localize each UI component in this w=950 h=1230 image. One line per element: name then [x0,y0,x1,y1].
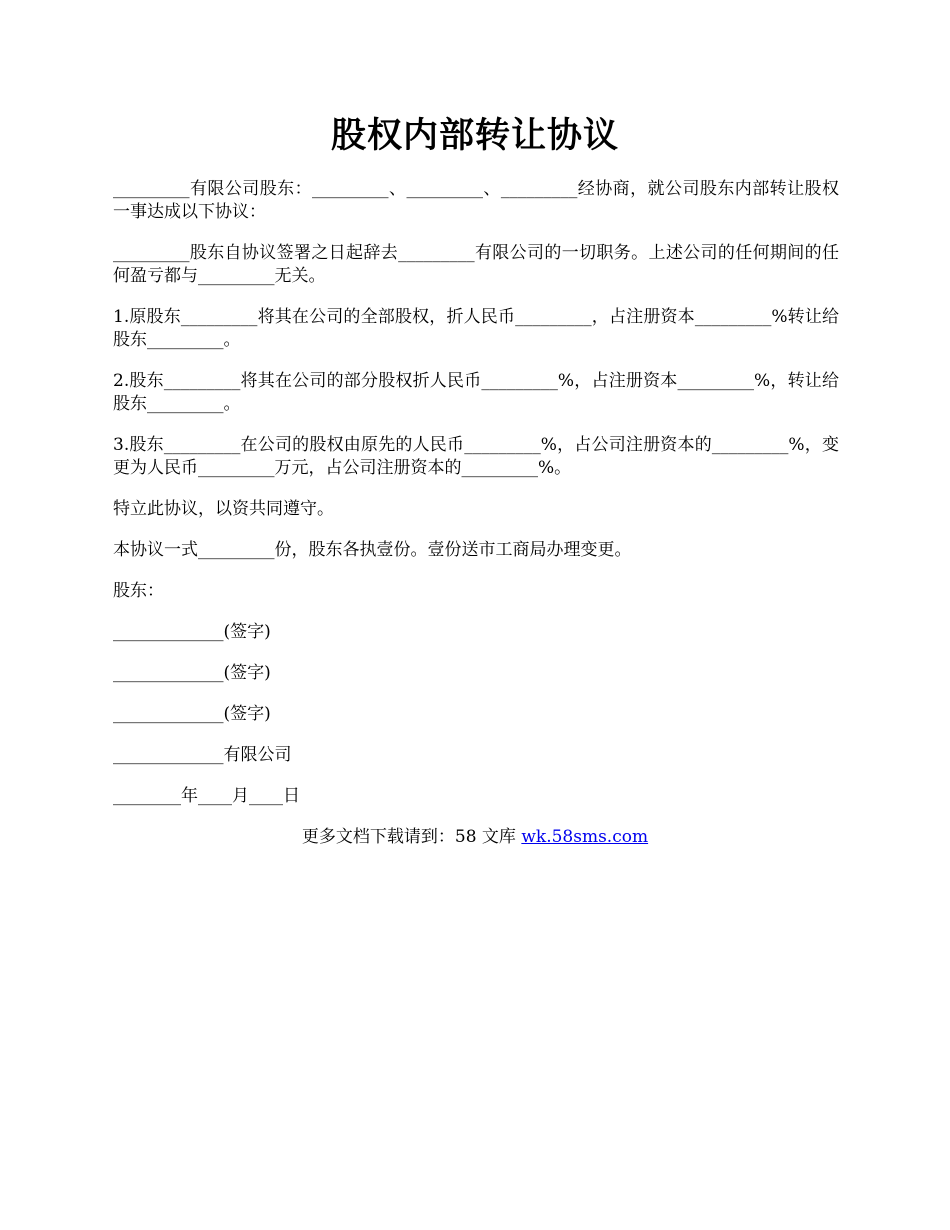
clause-2: 2.股东_________将其在公司的部分股权折人民币_________%，占注册资本_________%，转让给股东_________。 [113,371,839,414]
signature-line-1: _____________(签字) [113,622,271,642]
agreement-statement: 特立此协议，以资共同遵守。 [113,499,334,519]
intro-paragraph: _________有限公司股东：_________、_________、_________经协商，就公司股东内部转让股权一事达成以下协议： [113,179,839,222]
document-title: 股权内部转让协议 [330,115,619,156]
clause-1: 1.原股东_________将其在公司的全部股权，折人民币_________，占注册资本_________%转让给股东_________。 [113,307,839,350]
clause-3: 3.股东_________在公司的股权由原先的人民币_________%，占公司注册资本的_________%，变更为人民币_________万元，占公司注册资本的_________%。 [113,435,839,478]
footer-prefix: 更多文档下载请到：58 文库 [301,827,522,847]
shareholders-label: 股东： [113,581,164,601]
copies-statement: 本协议一式_________份，股东各执壹份。壹份送市工商局办理变更。 [113,540,632,560]
date-line: ________年____月____日 [113,786,300,806]
signature-line-3: _____________(签字) [113,704,271,724]
download-footer [0,826,950,849]
company-line: _____________有限公司 [113,745,292,765]
resignation-paragraph: _________股东自协议签署之日起辞去_________有限公司的一切职务。上述公司的任何期间的任何盈亏都与_________无关。 [113,243,839,286]
footer-link[interactable]: wk.58sms.com [521,827,649,847]
document-body [113,178,839,826]
signature-line-2: _____________(签字) [113,663,271,683]
